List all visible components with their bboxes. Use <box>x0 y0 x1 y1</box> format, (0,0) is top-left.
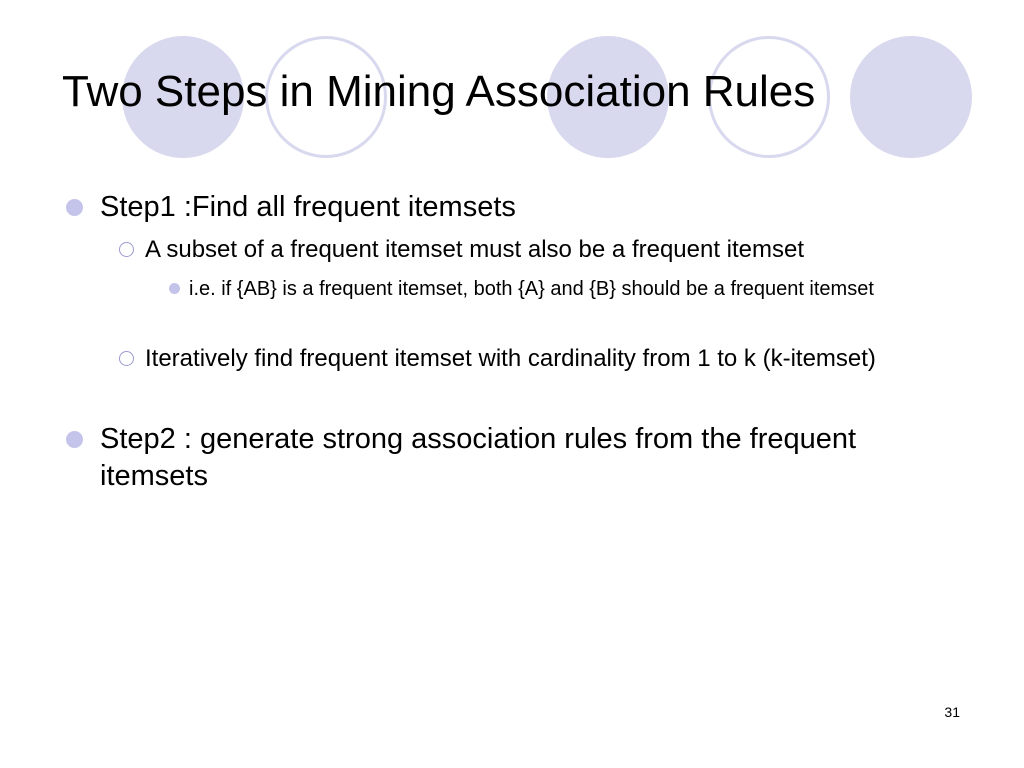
bullet-item-level-1 <box>100 421 900 495</box>
bullet-text: Iteratively find frequent itemset with cardinality from 1 to k (k-itemset) <box>145 345 876 372</box>
page-number: 31 <box>944 704 960 720</box>
hollow-circle-bullet-icon <box>119 242 134 257</box>
slide-title: Two Steps in Mining Association Rules <box>62 67 816 116</box>
bullet-text: A subset of a frequent itemset must also be a frequent itemset <box>145 236 805 263</box>
bullet-text: i.e. if {AB} is a frequent itemset, both {A} and {B} should be a frequent itemset <box>189 278 874 300</box>
hollow-circle-bullet-icon <box>119 351 134 366</box>
bullet-item-level-1 <box>100 189 920 226</box>
bullet-text: Step2 : generate strong association rules from the frequent itemsets <box>100 423 857 492</box>
bullet-item-level-2 <box>145 342 925 375</box>
bullet-item-level-2 <box>145 233 965 266</box>
small-filled-circle-bullet-icon <box>169 283 180 294</box>
bullet-text: Step1 :Find all frequent itemsets <box>100 191 516 223</box>
bullet-item-level-3 <box>189 274 909 304</box>
filled-circle-bullet-icon <box>66 199 83 216</box>
filled-circle-bullet-icon <box>66 431 83 448</box>
decorative-circle-filled <box>850 36 972 158</box>
